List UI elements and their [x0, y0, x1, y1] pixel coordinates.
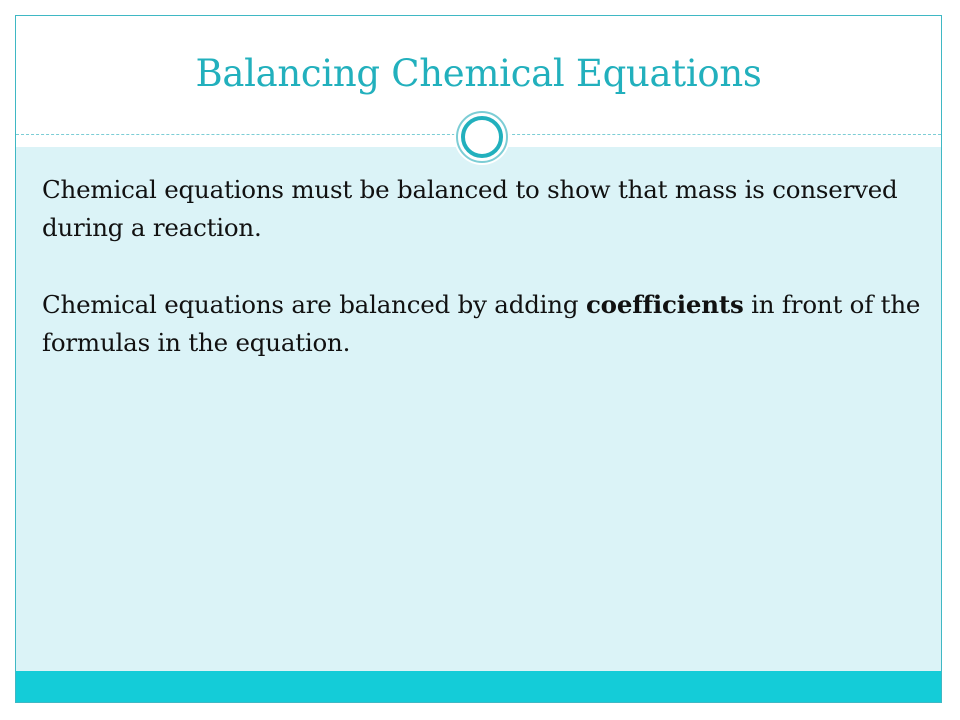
paragraph-text-after: in front of the formulas in the equation.: [42, 290, 921, 357]
paragraph-text-before: Chemical equations are balanced by adding: [42, 290, 586, 319]
coefficients-emphasis: coefficients: [585, 290, 744, 319]
footer-band: [16, 671, 941, 702]
slide: [15, 15, 942, 703]
body-text: [42, 171, 922, 401]
slide-title: Balancing Chemical Equations: [195, 52, 762, 95]
paragraph-coefficients: [42, 286, 922, 362]
paragraph-mass-conservation: Chemical equations must be balanced to show that mass is conserved during a reaction.: [42, 175, 898, 242]
ring-icon: [454, 109, 510, 165]
